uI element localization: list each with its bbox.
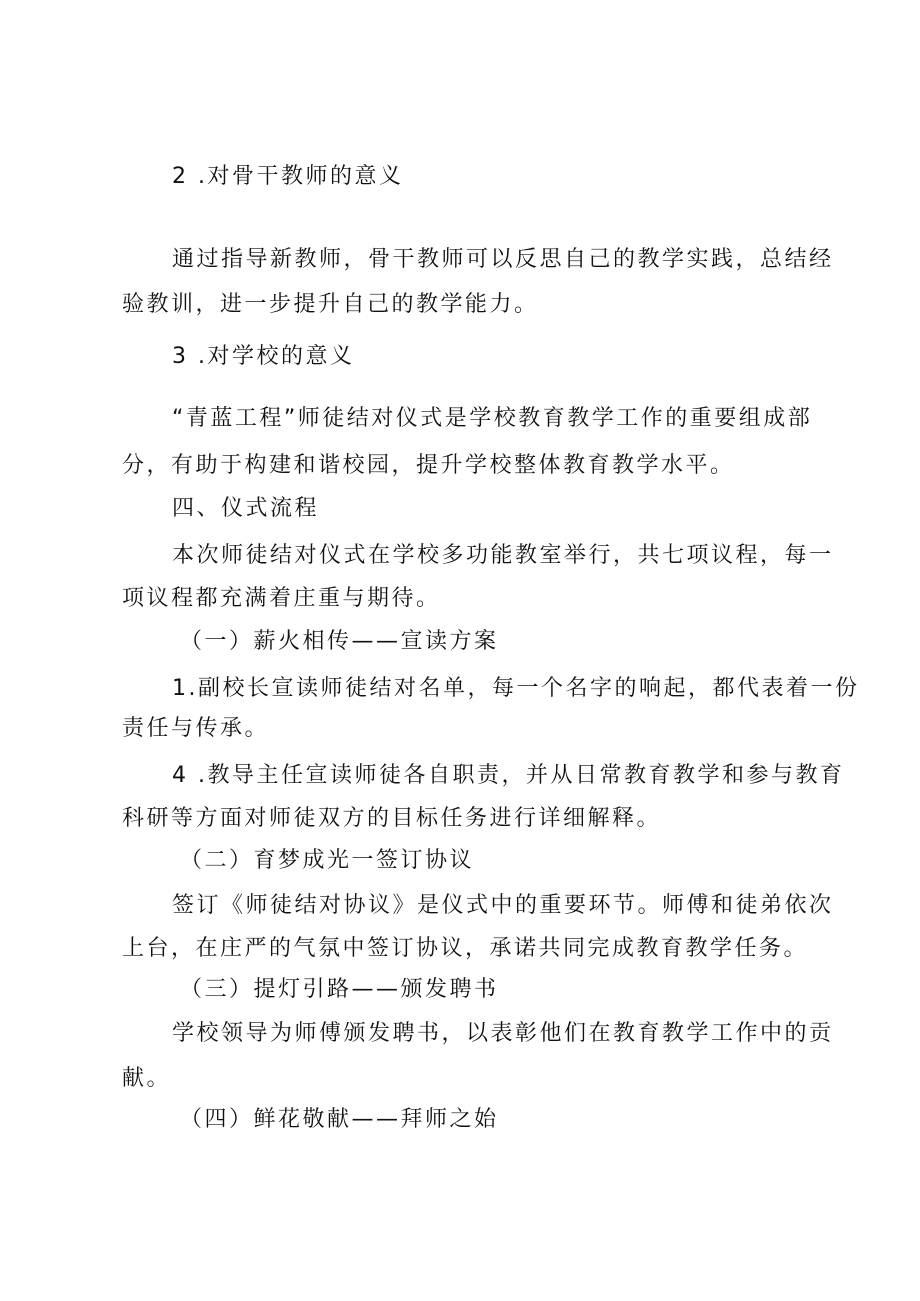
paragraph-line: 献。	[122, 1066, 172, 1091]
paragraph-line: “青蓝工程”师徒结对仪式是学校教育教学工作的重要组成部	[172, 406, 813, 431]
paragraph-line: 上台，在庄严的气氛中签订协议，承诺共同完成教育教学任务。	[122, 936, 809, 961]
paragraph-line: 4 .教导主任宣读师徒各自职责，并从日常教育教学和参与教育	[172, 763, 845, 788]
item-heading-1: （一）薪火相传——宣读方案	[180, 629, 499, 654]
section-heading-ceremony-process: 四、仪式流程	[172, 496, 320, 521]
paragraph-line: 本次师徒结对仪式在学校多功能教室举行，共七项议程，每一	[172, 543, 834, 568]
paragraph-line: 学校领导为师傅颁发聘书，以表彰他们在教育教学工作中的贡	[172, 1021, 834, 1046]
paragraph-line: 科研等方面对师徒双方的目标任务进行详细解释。	[122, 806, 662, 831]
paragraph-line: 责任与传承。	[122, 716, 270, 741]
paragraph-line: 通过指导新教师，骨干教师可以反思自己的教学实践，总结经	[172, 247, 834, 272]
subheading-backbone-teacher-significance: 2 .对骨干教师的意义	[172, 164, 404, 189]
item-heading-2: （二）育梦成光一签订协议	[180, 848, 475, 873]
paragraph-line: 项议程都充满着庄重与期待。	[122, 586, 441, 611]
paragraph-line: 1.副校长宣读师徒结对名单，每一个名字的响起，都代表着一份	[172, 676, 860, 701]
item-heading-4: （四）鲜花敬献——拜师之始	[180, 1107, 499, 1132]
item-heading-3: （三）提灯引路——颁发聘书	[180, 977, 499, 1002]
paragraph-line: 分，有助于构建和谐校园，提升学校整体教育教学水平。	[122, 453, 735, 478]
paragraph-line: 验教训，进一步提升自己的教学能力。	[122, 292, 539, 317]
paragraph-line: 签订《师徒结对协议》是仪式中的重要环节。师傅和徒弟依次	[172, 893, 834, 918]
subheading-school-significance: 3 .对学校的意义	[172, 344, 355, 369]
